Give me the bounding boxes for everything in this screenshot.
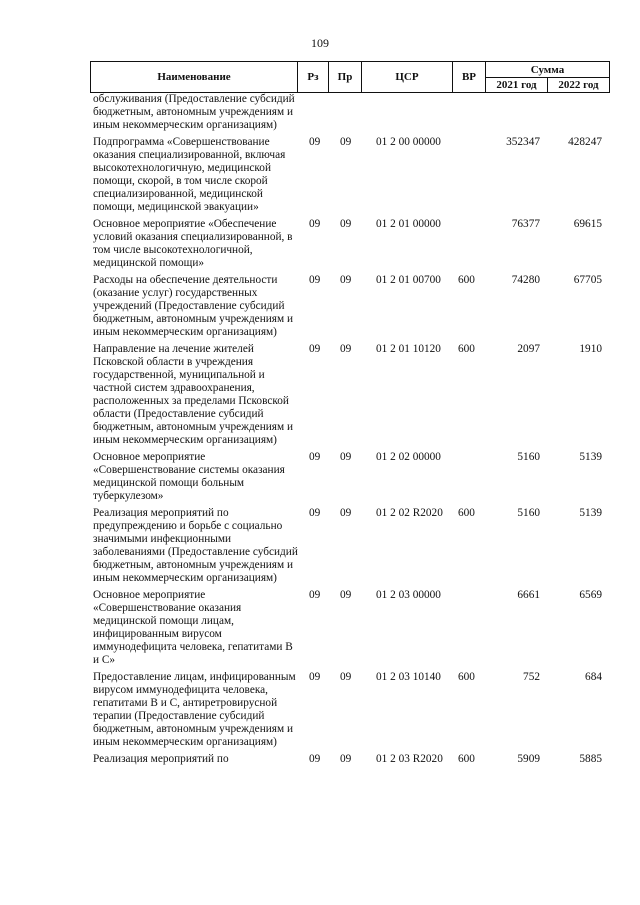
row-sum-2021: 2097 bbox=[517, 343, 540, 355]
row-csr: 01 2 01 10120 bbox=[376, 343, 441, 355]
row-csr: 01 2 02 R2020 bbox=[376, 507, 443, 519]
row-sum-2022: 6569 bbox=[579, 589, 602, 601]
row-rz: 09 bbox=[309, 136, 321, 148]
table-row bbox=[90, 274, 610, 339]
row-pr: 09 bbox=[340, 507, 352, 519]
row-rz: 09 bbox=[309, 671, 321, 683]
table-row bbox=[90, 136, 610, 214]
row-rz: 09 bbox=[309, 753, 321, 765]
row-csr: 01 2 00 00000 bbox=[376, 136, 441, 148]
row-sum-2021: 5909 bbox=[517, 753, 540, 765]
table-body bbox=[90, 93, 610, 766]
row-pr: 09 bbox=[340, 343, 352, 355]
row-sum-2021: 5160 bbox=[517, 507, 540, 519]
row-pr: 09 bbox=[340, 753, 352, 765]
row-sum-2022: 69615 bbox=[573, 218, 602, 230]
table-header bbox=[90, 61, 610, 93]
header-rz: Рз bbox=[297, 61, 329, 93]
row-name: Реализация мероприятий по bbox=[93, 753, 229, 765]
row-pr: 09 bbox=[340, 218, 352, 230]
row-vr: 600 bbox=[458, 274, 475, 286]
header-year-2022: 2022 год bbox=[547, 77, 610, 93]
row-rz: 09 bbox=[309, 343, 321, 355]
row-vr: 600 bbox=[458, 671, 475, 683]
row-sum-2022: 428247 bbox=[568, 136, 602, 148]
header-vr: ВР bbox=[452, 61, 486, 93]
row-pr: 09 bbox=[340, 451, 352, 463]
row-sum-2021: 76377 bbox=[511, 218, 540, 230]
row-name: Предоставление лицам, инфицированным вирусом иммунодефицита человека, гепатитами В и С, антиретровирусной терапии (Предоставление субсидий бюджетным, автономным учреждениям и иным некоммерческим организациям) bbox=[93, 671, 296, 748]
row-sum-2022: 1910 bbox=[579, 343, 602, 355]
row-pr: 09 bbox=[340, 136, 352, 148]
table-row bbox=[90, 507, 610, 585]
row-sum-2022: 67705 bbox=[573, 274, 602, 286]
table-row bbox=[90, 671, 610, 749]
row-csr: 01 2 01 00700 bbox=[376, 274, 441, 286]
table-row bbox=[90, 343, 610, 447]
row-sum-2022: 5139 bbox=[579, 451, 602, 463]
page-number: 109 bbox=[311, 36, 329, 50]
header-name: Наименование bbox=[90, 61, 298, 93]
row-name: Подпрограмма «Совершенствование оказания специализированной, включая высокотехнологичную, медицинской помощи, скорой, в том числе скорой специализированной, медицинской помощи, медицинской эвакуации» bbox=[93, 136, 286, 213]
row-name: обслуживания (Предоставление субсидий бюджетным, автономным учреждениям и иным некоммерческим организациям) bbox=[93, 93, 295, 131]
row-csr: 01 2 03 R2020 bbox=[376, 753, 443, 765]
header-sum: Сумма bbox=[485, 61, 610, 78]
header-pr: Пр bbox=[328, 61, 362, 93]
row-pr: 09 bbox=[340, 671, 352, 683]
row-rz: 09 bbox=[309, 274, 321, 286]
row-rz: 09 bbox=[309, 589, 321, 601]
row-sum-2022: 5885 bbox=[579, 753, 602, 765]
row-vr: 600 bbox=[458, 507, 475, 519]
row-vr: 600 bbox=[458, 343, 475, 355]
row-name: Расходы на обеспечение деятельности (оказание услуг) государственных учреждений (Предоставление субсидий бюджетным, автономным учреждениям и иным некоммерческим организациям) bbox=[93, 274, 294, 338]
row-name: Основное мероприятие «Совершенствование системы оказания медицинской помощи больным туберкулезом» bbox=[93, 451, 285, 502]
row-rz: 09 bbox=[309, 451, 321, 463]
row-vr: 600 bbox=[458, 753, 475, 765]
header-year-2021: 2021 год bbox=[485, 77, 548, 93]
row-csr: 01 2 02 00000 bbox=[376, 451, 441, 463]
table-row bbox=[90, 218, 610, 270]
row-name: Реализация мероприятий по предупреждению и борьбе с социально значимыми инфекционными заболеваниями (Предоставление субсидий бюджетным, автономным учреждениям и иным некоммерческим организациям) bbox=[93, 507, 298, 584]
table-row bbox=[90, 93, 610, 132]
row-csr: 01 2 01 00000 bbox=[376, 218, 441, 230]
row-sum-2022: 5139 bbox=[579, 507, 602, 519]
row-sum-2021: 74280 bbox=[511, 274, 540, 286]
row-sum-2021: 5160 bbox=[517, 451, 540, 463]
row-sum-2021: 352347 bbox=[506, 136, 540, 148]
row-pr: 09 bbox=[340, 274, 352, 286]
row-sum-2022: 684 bbox=[585, 671, 602, 683]
table-row bbox=[90, 451, 610, 503]
row-csr: 01 2 03 00000 bbox=[376, 589, 441, 601]
row-rz: 09 bbox=[309, 507, 321, 519]
table-row bbox=[90, 589, 610, 667]
header-csr: ЦСР bbox=[361, 61, 453, 93]
row-name: Основное мероприятие «Обеспечение условий оказания специализированной, в том числе высокотехнологичной, медицинской помощи» bbox=[93, 218, 293, 269]
row-rz: 09 bbox=[309, 218, 321, 230]
table-row bbox=[90, 753, 610, 766]
row-sum-2021: 752 bbox=[523, 671, 540, 683]
row-pr: 09 bbox=[340, 589, 352, 601]
row-sum-2021: 6661 bbox=[517, 589, 540, 601]
row-name: Направление на лечение жителей Псковской области в учреждения государственной, муниципальной и частной систем здравоохранения, расположенных за пределами Псковской области (Предоставление субсидий бюджетным, автономным учреждениям и иным некоммерческим организациям) bbox=[93, 343, 294, 446]
row-csr: 01 2 03 10140 bbox=[376, 671, 441, 683]
row-name: Основное мероприятие «Совершенствование оказания медицинской помощи лицам, инфицированным вирусом иммунодефицита человека, гепатитами В и С» bbox=[93, 589, 293, 666]
